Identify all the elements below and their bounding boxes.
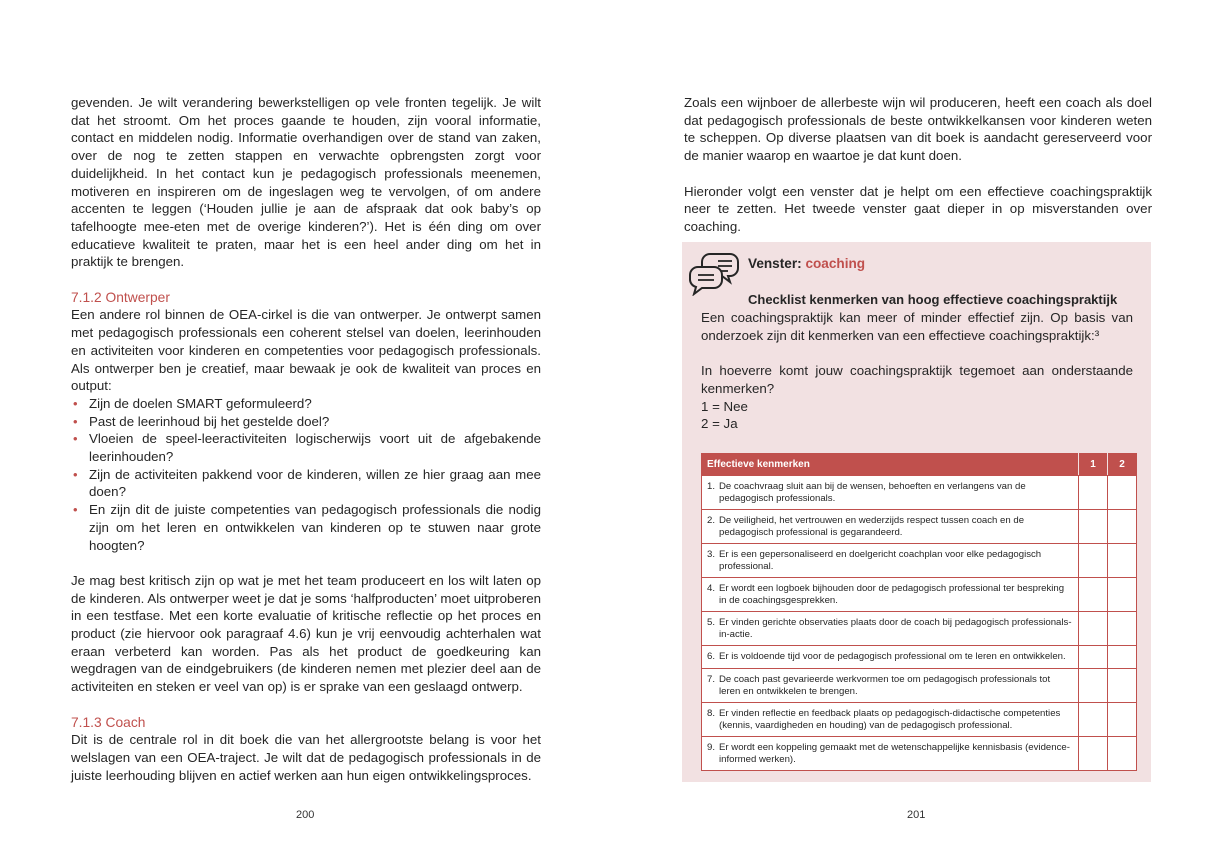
checkbox-cell-1[interactable] — [1079, 737, 1108, 771]
bullet-item: • Vloeien de speel-leeractiviteiten logischerwijs voort uit de afgebakende leerinhouden? — [73, 431, 541, 465]
coaching-window — [682, 242, 1151, 782]
bullet-icon: • — [73, 502, 78, 518]
row-number: 4. — [707, 583, 716, 594]
ontwerper-bullet-list — [71, 395, 541, 554]
row-text: Er wordt een koppeling gemaakt met de wetenschappelijke kennisbasis (evidence-informed werken). — [719, 742, 1070, 765]
row-number: 5. — [707, 617, 716, 628]
row-number: 1. — [707, 481, 716, 492]
bullet-icon: • — [73, 395, 78, 411]
checkbox-cell-1[interactable] — [1079, 669, 1108, 703]
column-header-1: 1 — [1079, 454, 1108, 476]
row-text: Er vinden gerichte observaties plaats door de coach bij pedagogisch professionals-in-actie. — [719, 617, 1072, 640]
scale-item: 1 = Nee — [701, 398, 748, 414]
checkbox-cell-2[interactable] — [1108, 646, 1137, 669]
heading-coach: 7.1.3 Coach — [71, 714, 146, 730]
checkbox-cell-1[interactable] — [1079, 578, 1108, 612]
bullet-icon: • — [73, 466, 78, 482]
window-title — [748, 256, 865, 271]
table-row — [702, 737, 1137, 771]
table-row — [702, 476, 1137, 510]
scale-item: 2 = Ja — [701, 416, 738, 432]
checkbox-cell-2[interactable] — [1108, 703, 1137, 737]
ontwerper-paragraph: Een andere rol binnen de OEA-cirkel is die van ontwerper. Je ontwerpt samen met pedagogisch professionals een coherent stelsel van doelen, leerinhouden en activiteiten voor kinderen en competenties voor pedagogisch professionals. Als ontwerper ben je creatief, maar bewaak je ook de kwaliteit van proces en output: — [71, 307, 541, 394]
row-text: De coachvraag sluit aan bij de wensen, behoeften en verlangens van de pedagogisch professionals. — [719, 481, 1026, 504]
right-page — [684, 94, 1152, 236]
checkbox-cell-1[interactable] — [1079, 476, 1108, 510]
kritisch-paragraph: Je mag best kritisch zijn op wat je met het team produceert en los wilt laten op de kinderen. Als ontwerper weet je dat je soms ‘halfproducten’ moet uitproberen in een testfase. Met een korte evaluatie of kritische reflectie op het proces en product (zie hiervoor ook paragraaf 4.6) kun je vrij eenvoudig achterhalen wat eraan verbeterd kan worden. Pas als het product de goedkeuring kan wegdragen van de eindgebruikers (de kinderen nemen met plezier deel aan de activiteiten en steken er veel van op) is er sprake van een geslaagd ontwerp. — [71, 572, 541, 695]
checkbox-cell-1[interactable] — [1079, 646, 1108, 669]
table-row — [702, 703, 1137, 737]
table-row — [702, 578, 1137, 612]
checkbox-cell-2[interactable] — [1108, 544, 1137, 578]
row-number: 7. — [707, 674, 716, 685]
checkbox-cell-2[interactable] — [1108, 510, 1137, 544]
window-label: Venster: — [748, 256, 802, 271]
bullet-item: • Zijn de doelen SMART geformuleerd? — [73, 395, 312, 411]
checkbox-cell-1[interactable] — [1079, 703, 1108, 737]
bullet-item: • Zijn de activiteiten pakkend voor de kinderen, willen ze hier graag aan mee doen? — [73, 466, 541, 500]
checkbox-cell-2[interactable] — [1108, 737, 1137, 771]
page-number-right: 201 — [907, 809, 926, 821]
table-row — [702, 510, 1137, 544]
page-number-left: 200 — [296, 809, 315, 821]
intro-paragraph: gevenden. Je wilt verandering bewerkstelligen op vele fronten tegelijk. Je wilt dat het stroomt. Om het proces gaande te houden, zijn vooral informatie, contact en middelen nodig. Informatie overhandigen over de stand van zaken, over de nog te zetten stappen en verwachte opbrengsten zorgt voor duidelijkheid. In het contact kun je pedagogisch professionals meenemen, motiveren en inspireren om de ingeslagen weg te vervolgen, of om andere accenten te leggen (‘Houden jullie je aan de afspraak dat ook baby’s op tafelhoogte mee-eten met de overige kinderen?’). Het is één ding om over educatieve kwaliteit te praten, maar het is een heel ander ding om het in praktijk te brengen. — [71, 95, 541, 270]
venster-intro-paragraph: Hieronder volgt een venster dat je helpt om een effectieve coachingspraktijk neer te zetten. Het tweede venster gaat dieper in op misverstanden over coaching. — [684, 183, 1152, 234]
column-header-kenmerken: Effectieve kenmerken — [702, 454, 1079, 476]
table-row — [702, 612, 1137, 646]
column-header-2: 2 — [1108, 454, 1137, 476]
checkbox-cell-1[interactable] — [1079, 612, 1108, 646]
checkbox-cell-1[interactable] — [1079, 510, 1108, 544]
checklist-table — [701, 453, 1137, 771]
row-text: Er wordt een logboek bijhouden door de pedagogisch professional ter bespreking in de coachingsgesprekken. — [719, 583, 1065, 606]
table-row — [702, 544, 1137, 578]
wijnboer-paragraph: Zoals een wijnboer de allerbeste wijn wil produceren, heeft een coach als doel dat pedagogisch professionals de beste ontwikkelkansen voor kinderen weten te scheppen. Op diverse plaatsen van dit boek is aandacht gereserveerd voor de manier waarop en waartoe je dat kunt doen. — [684, 95, 1152, 164]
bullet-icon: • — [73, 413, 78, 429]
window-intro: Een coachingspraktijk kan meer of minder effectief zijn. Op basis van onderzoek zijn dit kenmerken van een effectieve coachingspraktijk:³ — [701, 310, 1133, 343]
table-row — [702, 646, 1137, 669]
row-number: 8. — [707, 708, 716, 719]
heading-ontwerper: 7.1.2 Ontwerper — [71, 289, 170, 305]
left-page — [71, 94, 541, 784]
bullet-item: • En zijn dit de juiste competenties van pedagogisch professionals die nodig zijn om het leren en ontwikkelen van kinderen op te stuwen naar grote hoogten? — [73, 502, 541, 553]
row-text: Er is voldoende tijd voor de pedagogisch professional om te leren en ontwikkelen. — [719, 651, 1066, 663]
window-question: In hoeverre komt jouw coachingspraktijk tegemoet aan onderstaande kenmerken? — [701, 363, 1133, 396]
coach-paragraph: Dit is de centrale rol in dit boek die van het allergrootste belang is voor het welslagen van een OEA-traject. Je wilt dat de pedagogisch professionals in de juiste leerhouding blijven en actief werken aan hun eigen ontwikkelingsproces. — [71, 732, 541, 783]
bullet-icon: • — [73, 431, 78, 447]
row-number: 2. — [707, 515, 716, 526]
table-header-row — [702, 454, 1137, 476]
table-row — [702, 669, 1137, 703]
row-text: Er is een gepersonaliseerd en doelgericht coachplan voor elke pedagogisch professional. — [719, 549, 1042, 572]
checkbox-cell-2[interactable] — [1108, 612, 1137, 646]
checklist-subtitle: Checklist kenmerken van hoog effectieve coachingspraktijk — [748, 292, 1118, 307]
checkbox-cell-1[interactable] — [1079, 544, 1108, 578]
window-accent-label: coaching — [805, 256, 866, 271]
row-number: 9. — [707, 742, 716, 753]
speech-bubbles-icon — [688, 250, 740, 296]
checkbox-cell-2[interactable] — [1108, 578, 1137, 612]
window-text — [701, 309, 1133, 433]
checkbox-cell-2[interactable] — [1108, 669, 1137, 703]
bullet-item: • Past de leerinhoud bij het gestelde doel? — [73, 413, 330, 429]
checkbox-cell-2[interactable] — [1108, 476, 1137, 510]
row-text: Er vinden reflectie en feedback plaats op pedagogisch-didactische competenties (kennis, vaardigheden en houding) van de pedagogisch professional. — [719, 708, 1061, 731]
row-number: 3. — [707, 549, 716, 560]
row-text: De veiligheid, het vertrouwen en wederzijds respect tussen coach en de pedagogisch professional is gegarandeerd. — [719, 515, 1025, 538]
row-text: De coach past gevarieerde werkvormen toe om pedagogisch professionals tot leren en ontwikkelen te brengen. — [719, 674, 1051, 697]
row-number: 6. — [707, 651, 716, 663]
